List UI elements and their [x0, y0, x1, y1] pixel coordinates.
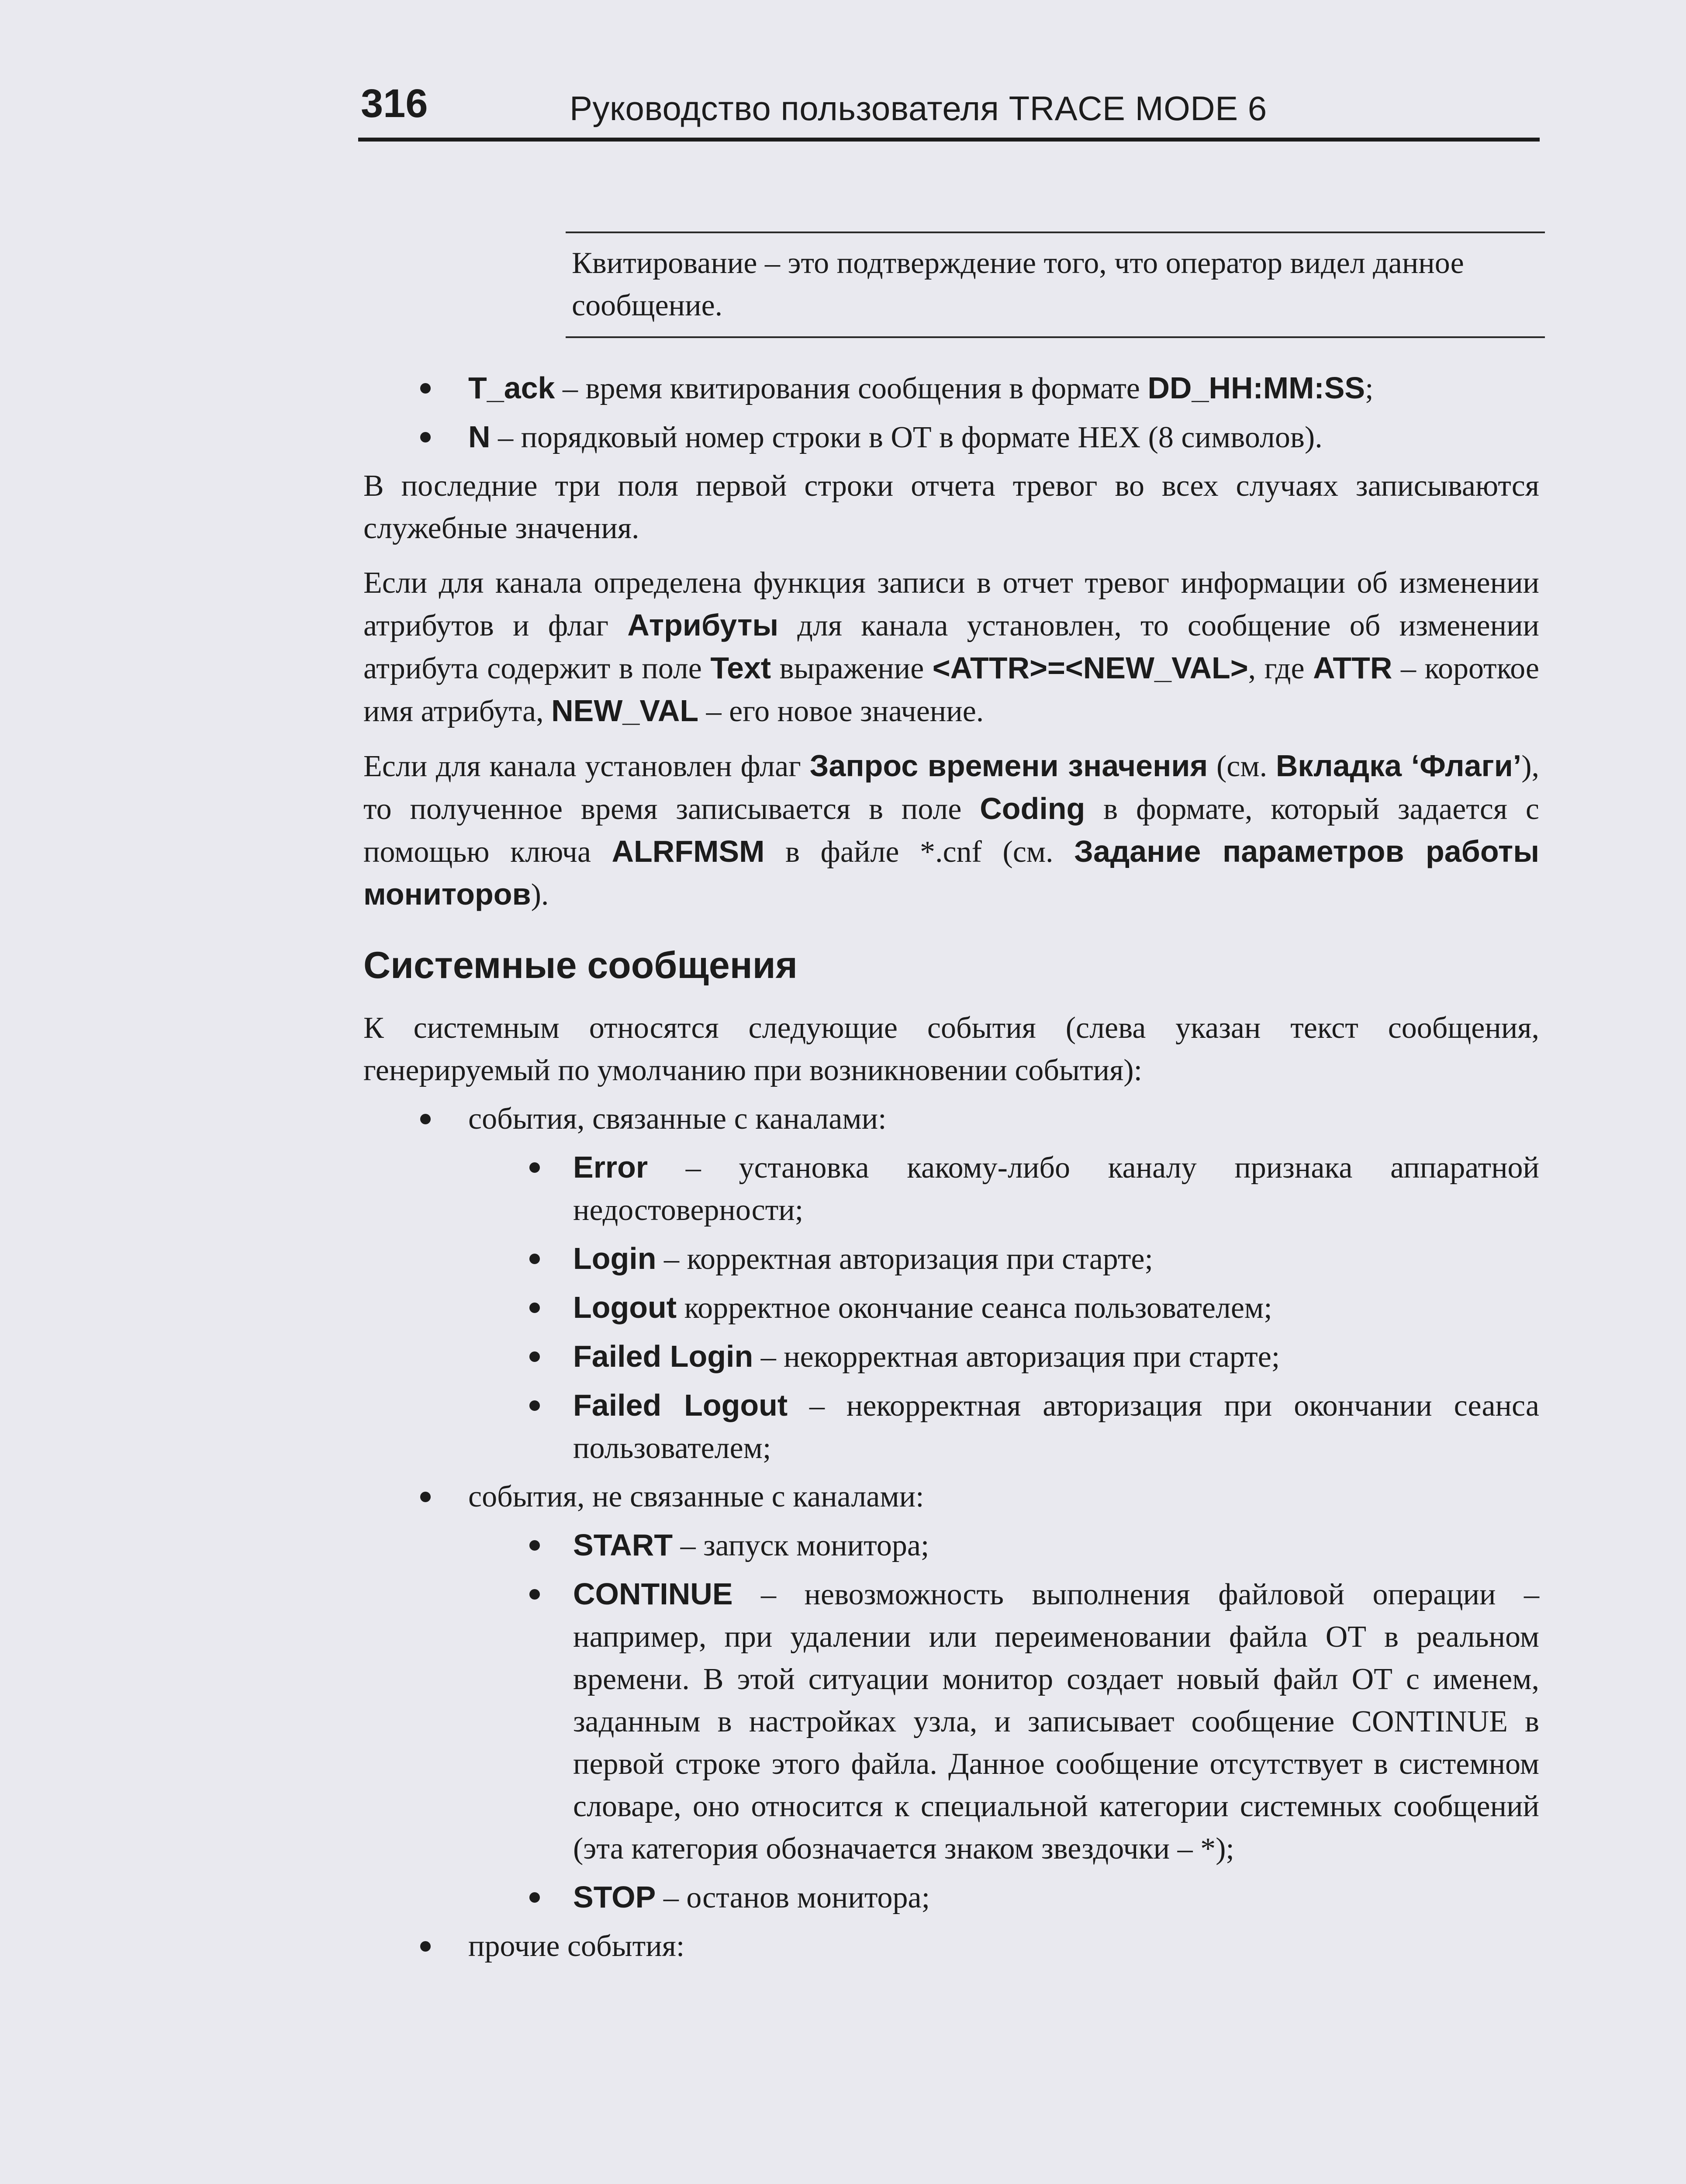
group-label: события, связанные с каналами:: [468, 1102, 887, 1136]
paragraph: [363, 562, 1539, 733]
list-item: [363, 416, 1539, 459]
event-desc: – корректная авторизация при старте;: [656, 1242, 1153, 1276]
channel-events-list: [363, 1146, 1539, 1469]
field-format: DD_HH:MM:SS: [1147, 371, 1365, 405]
text-run: – короткое имя атрибута,: [363, 652, 1539, 728]
event-name: CONTINUE: [573, 1577, 733, 1611]
event-name: Failed Logout: [573, 1388, 788, 1422]
list-item: [363, 1925, 1539, 1967]
event-desc: – установка какому-либо каналу признака аппаратной недостоверности;: [573, 1151, 1539, 1227]
event-name: STOP: [573, 1880, 656, 1914]
list-item: [363, 1146, 1539, 1231]
field-desc: – время квитирования сообщения в формате: [555, 372, 1148, 405]
running-title: Руководство пользователя TRACE MODE 6: [570, 89, 1267, 128]
event-name: Login: [573, 1241, 656, 1275]
list-item: [363, 1476, 1539, 1518]
event-groups-list: [363, 1476, 1539, 1518]
field-list: [363, 367, 1539, 459]
group-label: прочие события:: [468, 1929, 685, 1963]
bold-term: Coding: [980, 791, 1085, 826]
non-channel-events-list: [363, 1524, 1539, 1919]
page-header: [358, 76, 1540, 142]
event-desc: – останов монитора;: [656, 1881, 930, 1914]
event-desc: – невозможность выполнения файловой операции – например, при удалении или переименовании файла ОТ в реальном времени. В этой ситуации монитор создает новый файл ОТ с именем, заданным в настройках узла, и записывает сообщение CONTINUE в первой строке этого файла. Данное сообщение отсутствует в системном словаре, оно относится к специальной категории системных сообщений (эта категория обозначается знаком звездочки – *);: [573, 1578, 1539, 1866]
bold-term: Text: [710, 651, 771, 685]
section-heading: Системные сообщения: [363, 944, 798, 986]
cross-reference: Вкладка ‘Флаги’: [1275, 749, 1522, 783]
group-label: события, не связанные с каналами:: [468, 1480, 924, 1514]
field-name: N: [468, 420, 491, 454]
paragraph: [363, 745, 1539, 916]
text-run: ), то полученное время записывается в поле: [363, 750, 1539, 826]
text-run: Если для канала определена функция записи в отчет тревог информации об изменении атрибутов и флаг: [363, 566, 1539, 643]
event-name: Failed Login: [573, 1339, 753, 1373]
text-run: выражение: [771, 652, 933, 685]
list-item: [363, 1098, 1539, 1140]
field-tail: ;: [1365, 372, 1374, 405]
definition-note: [566, 232, 1545, 338]
list-item: [363, 1384, 1539, 1469]
body-text: [363, 367, 1539, 1967]
bold-term: Атрибуты: [627, 608, 779, 642]
event-name: Logout: [573, 1290, 677, 1324]
event-desc: – некорректная авторизация при окончании сеанса пользователем;: [573, 1389, 1540, 1465]
text-run: в файле *.cnf (см.: [764, 835, 1074, 869]
bold-term: ALRFMSM: [612, 834, 765, 868]
list-item: [363, 1876, 1539, 1919]
text-run: – его новое значение.: [698, 695, 984, 728]
text-run: , где: [1248, 652, 1313, 685]
list-item: [363, 1335, 1539, 1378]
event-name: Error: [573, 1150, 648, 1184]
event-desc: – запуск монитора;: [673, 1529, 929, 1562]
cross-reference: Задание параметров работы мониторов: [363, 834, 1539, 911]
list-item: [363, 1524, 1539, 1567]
text-run: (см.: [1208, 750, 1276, 783]
event-name: START: [573, 1528, 673, 1562]
bold-term: ATTR: [1313, 651, 1392, 685]
field-desc: – порядковый номер строки в ОТ в формате HEX (8 символов).: [490, 421, 1323, 454]
text-run: Если для канала установлен флаг: [363, 750, 810, 783]
event-desc: – некорректная авторизация при старте;: [753, 1340, 1280, 1374]
event-groups-list: [363, 1925, 1539, 1967]
bold-term: Запрос времени значения: [809, 749, 1208, 783]
field-name: T_ack: [468, 371, 555, 405]
event-desc: корректное окончание сеанса пользователем;: [677, 1291, 1272, 1325]
bold-term: NEW_VAL: [551, 694, 699, 728]
bold-term: <ATTR>=<NEW_VAL>: [932, 651, 1248, 685]
note-text: Квитирование – это подтверждение того, что оператор видел данное сообщение.: [572, 246, 1464, 322]
text-run: в формате, который задается с помощью ключа: [363, 792, 1539, 869]
list-item: [363, 367, 1539, 410]
text-run: для канала установлен, то сообщение об изменении атрибута содержит в поле: [363, 609, 1540, 685]
page-number: 316: [361, 81, 428, 126]
list-item: [363, 1573, 1539, 1870]
paragraph: В последние три поля первой строки отчета тревог во всех случаях записываются служебные значения.: [363, 469, 1539, 545]
event-groups-list: [363, 1098, 1539, 1140]
paragraph: К системным относятся следующие события (слева указан текст сообщения, генерируемый по умолчанию при возникновении события):: [363, 1011, 1539, 1087]
text-run: ).: [531, 878, 549, 912]
list-item: [363, 1237, 1539, 1280]
list-item: [363, 1286, 1539, 1329]
